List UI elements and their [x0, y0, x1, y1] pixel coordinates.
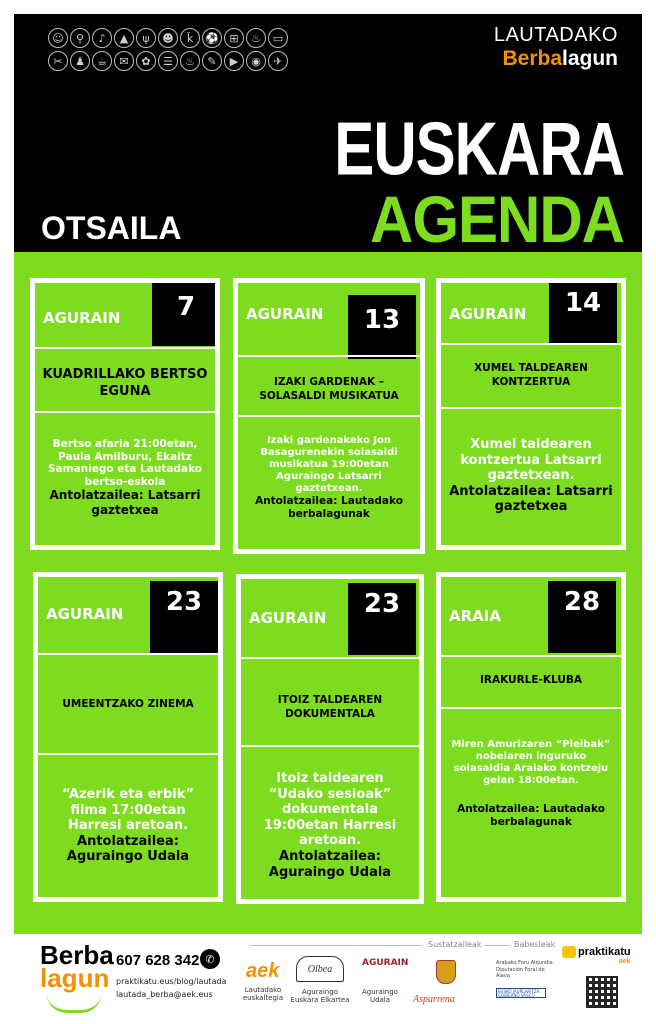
theater-icon: ☻ [158, 28, 178, 48]
event-description [244, 435, 414, 520]
aek-caption: Lautadako euskaltegia [242, 986, 284, 1003]
eusko-jaurlaritza-logo: EUSKO JAURLARITZA GOBIERNO VASCO [496, 988, 546, 998]
event-description-text: Bertso afaria 21:00etan, Paula Amilburu, Ekaitz Samaniego eta Lautadako bertso-eskola [47, 438, 202, 488]
whatsapp-icon[interactable]: ✆ [200, 949, 220, 969]
garden-icon: ✿ [136, 51, 156, 71]
agurain-caption: Aguraingo Udala [362, 988, 398, 1005]
event-place: AGURAIN [449, 305, 527, 323]
event-day: 7 [152, 282, 220, 346]
asparrena-shield-icon [436, 960, 456, 984]
divider [241, 657, 419, 659]
divider [441, 407, 621, 409]
event-place: ARAIA [449, 607, 501, 625]
chat-icon: ✉ [114, 51, 134, 71]
footer-email[interactable]: lautada_berba@aek.eus [116, 990, 213, 999]
screen-icon: ▭ [268, 28, 288, 48]
group-icon: ☺ [48, 28, 68, 48]
olbea-logo: Olbea [296, 956, 344, 982]
divider [238, 355, 420, 357]
araba-logo: Arabako Foru Aldundia Diputación Foral de Álava [496, 960, 553, 979]
title-agenda: AGENDA [369, 182, 624, 252]
walk-icon: ǩ [180, 28, 200, 48]
event-day: 23 [348, 583, 416, 655]
cinema-icon: ▶ [224, 51, 244, 71]
event-description-text: “Azerik eta erbik” filma 17:00etan Harresi aretoan. [62, 787, 194, 834]
divider [441, 655, 621, 657]
music-icon: ♪ [92, 28, 112, 48]
event-card [33, 572, 223, 902]
praktikatu-text: praktikatu [578, 946, 631, 958]
event-day: 14 [549, 282, 617, 344]
event-description [447, 739, 615, 828]
asparrena-logo: Asparrena [413, 994, 455, 1005]
event-place: AGURAIN [43, 309, 121, 327]
event-organizer: Antolatzailea: Aguraingo Udala [268, 848, 392, 880]
book-icon: ☰ [158, 51, 178, 71]
event-card [233, 278, 425, 554]
event-description [44, 787, 212, 865]
divider [35, 411, 215, 413]
footer-babesleak: Babesleak [514, 940, 556, 949]
praktikatu-logo [578, 946, 631, 965]
divider [38, 753, 218, 755]
footer-link[interactable]: praktikatu.eus/blog/lautada [116, 977, 227, 986]
event-day: 28 [548, 581, 616, 653]
bike-icon: ⚲ [70, 28, 90, 48]
event-title: IZAKI GARDENAK – SOLASALDI MUSIKATUA [259, 376, 399, 403]
divider [238, 415, 420, 417]
event-organizer: Antolatzailea: Lautadako berbalagunak [255, 495, 403, 520]
event-description [41, 438, 209, 517]
event-description-text: Miren Amurizaren “Pleibak” nobelaren inguruko solasaldia Araiako kontzeju gelan 18:00etan. [451, 739, 611, 786]
event-place: AGURAIN [46, 605, 124, 623]
title-euskara: EUSKARA [334, 107, 624, 191]
olbea-caption: Aguraingo Euskara Elkartea [290, 988, 350, 1005]
event-place: AGURAIN [246, 305, 324, 323]
divider [38, 653, 218, 655]
event-title: UMEENTZAKO ZINEMA [62, 698, 194, 710]
event-description [447, 437, 615, 515]
footer-logo-arc [46, 992, 102, 1013]
event-card [30, 278, 220, 550]
event-title: KUADRILLAKO BERTSO EGUNA [42, 367, 208, 399]
scissors-icon: ✂ [48, 51, 68, 71]
footer-rule [484, 945, 510, 946]
coffee-icon: ☕ [92, 51, 112, 71]
event-organizer: Antolatzailea: Latsarri gaztetxea [449, 483, 613, 515]
brand-lautadako: LAUTADAKO [493, 24, 618, 46]
praktikatu-sub: aek [618, 958, 631, 965]
divider [441, 707, 621, 709]
shopping-icon: ⊞ [224, 28, 244, 48]
crafts-icon: ✎ [202, 51, 222, 71]
footer-rule [250, 945, 422, 946]
event-organizer: Antolatzailea: Lautadako berbalagunak [457, 803, 605, 828]
month-label: OTSAILA [41, 210, 182, 246]
event-place: AGURAIN [249, 609, 327, 627]
event-organizer: Antolatzailea: Aguraingo Udala [66, 833, 190, 865]
divider [35, 347, 215, 349]
praktikatu-icon [562, 946, 576, 958]
mail-icon: ✈ [268, 51, 288, 71]
header [14, 14, 642, 252]
event-card [236, 574, 424, 904]
sport-icon: ⚽ [202, 28, 222, 48]
event-description [247, 771, 413, 880]
qr-code-icon[interactable] [586, 976, 618, 1008]
camera-icon: ◉ [246, 51, 266, 71]
event-title: IRAKURLE-KLUBA [479, 674, 582, 686]
activity-icons-row-1 [48, 28, 288, 48]
dining-icon: ψ [136, 28, 156, 48]
footer-phone[interactable]: 607 628 342 [116, 952, 200, 969]
mountain-icon: ▲ [114, 28, 134, 48]
divider [241, 745, 419, 747]
brand-lagun: lagun [562, 47, 618, 70]
event-organizer: Antolatzailea: Latsarri gaztetxea [49, 488, 201, 517]
activity-icons-row-2 [48, 51, 288, 71]
cooking-icon: ♨ [180, 51, 200, 71]
footer [0, 934, 656, 1024]
cake-icon: ♨ [246, 28, 266, 48]
event-title: ITOIZ TALDEAREN DOKUMENTALA [277, 694, 383, 721]
event-title: XUMEL TALDEAREN KONTZERTUA [474, 362, 588, 389]
event-card [436, 572, 626, 902]
event-description-text: Xumel taldearen kontzertua Latsarri gaztetxean. [460, 437, 602, 484]
event-description-text: Izaki gardenakeko Jon Basagurenekin solasaldi musikatua 19:00etan Aguraingo Latsarri gaztetxean. [260, 435, 398, 494]
brand-berba: Berba [502, 47, 562, 70]
event-day: 13 [348, 295, 416, 359]
event-description-text: Itoiz taldearen “Udako sesioak” dokumentala 19:00etan Harresi aretoan. [263, 771, 397, 849]
agurain-logo: AGURAIN [362, 958, 409, 968]
footer-logo-berba: Berba [40, 940, 114, 970]
footer-logo-lagun: lagun [40, 963, 110, 993]
aek-logo: aek [246, 960, 280, 982]
event-day: 23 [150, 581, 218, 655]
footer-sustatzaileak: Sustatzaileak [428, 940, 482, 949]
brand-berbalagun [502, 47, 618, 71]
games-icon: ♟ [70, 51, 90, 71]
event-card [436, 278, 626, 550]
divider [441, 343, 621, 345]
